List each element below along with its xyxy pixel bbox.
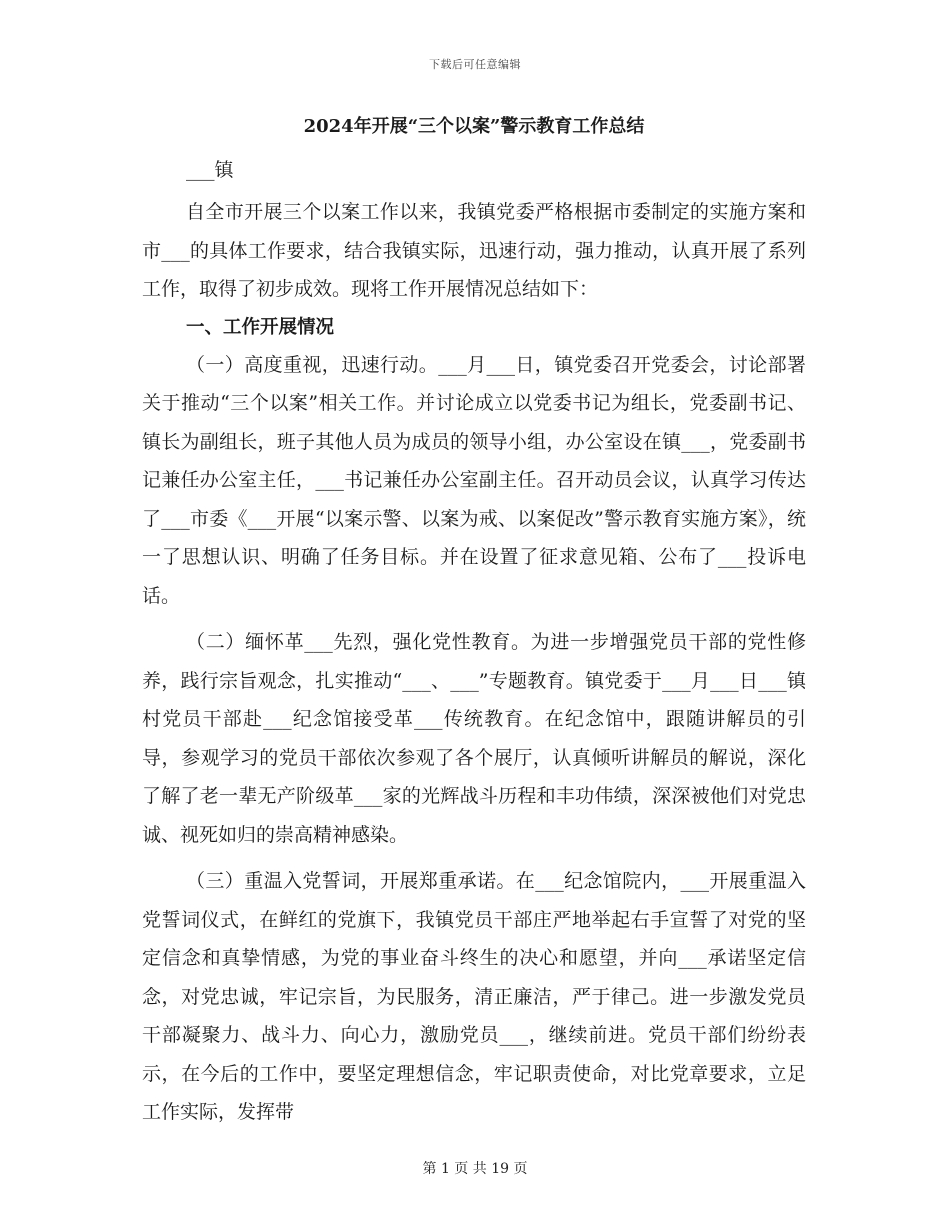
document-title: 2024年开展“三个以案”警示教育工作总结 [303, 116, 645, 137]
paragraph-3: （三）重温入党誓词，开展郑重承诺。在___纪念馆院内，___开展重温入党誓词仪式，在鲜红的党旗下，我镇党员干部庄严地举起右手宣誓了对党的坚定信念和真挚情感，为党的事业奋斗终生的决心和愿望，并向___承诺坚定信念，对党忠诚，牢记宗旨，为民服务，清正廉洁，严于律己。进一步激发党员干部凝聚力、战斗力、向心力，激励党员___，继续前进。党员干部们纷纷表示，在今后的工作中，要坚定理想信念，牢记职责使命，对比党章要求，立足工作实际，发挥带 [142, 870, 806, 1123]
section-heading: 一、工作开展情况 [186, 316, 335, 338]
document-byline: ___镇 [186, 159, 234, 181]
page-header-note: 下载后可任意编辑 [429, 58, 521, 71]
document-body [142, 112, 806, 1132]
intro-paragraph: 自全市开展三个以案工作以来，我镇党委严格根据市委制定的实施方案和市___的具体工作要求，结合我镇实际，迅速行动，强力推动，认真开展了系列工作，取得了初步成效。现将工作开展情况总结如下： [142, 201, 806, 300]
paragraph-1: （一）高度重视，迅速行动。___月___日，镇党委召开党委会，讨论部署关于推动“三个以案”相关工作。并讨论成立以党委书记为组长，党委副书记、镇长为副组长，班子其他人员为成员的领导小组，办公室设在镇___，党委副书记兼任办公室主任，___书记兼任办公室副主任。召开动员会议，认真学习传达了___市委《___开展“以案示警、以案为戒、以案促改”警示教育实施方案》，统一了思想认识、明确了任务目标。并在设置了征求意见箱、公布了___投诉电话。 [142, 353, 806, 607]
paragraph-2: （二）缅怀革___先烈，强化党性教育。为进一步增强党员干部的党性修养，践行宗旨观念，扎实推动“___、___”专题教育。镇党委于___月___日___镇村党员干部赴___纪念馆接受革___传统教育。在纪念馆中，跟随讲解员的引导，参观学习的党员干部依次参观了各个展厅，认真倾听讲解员的解说，深化了解了老一辈无产阶级革___家的光辉战斗历程和丰功伟绩，深深被他们对党忠诚、视死如归的崇高精神感染。 [142, 631, 806, 846]
page-number: 第 1 页 共 19 页 [422, 1161, 528, 1177]
